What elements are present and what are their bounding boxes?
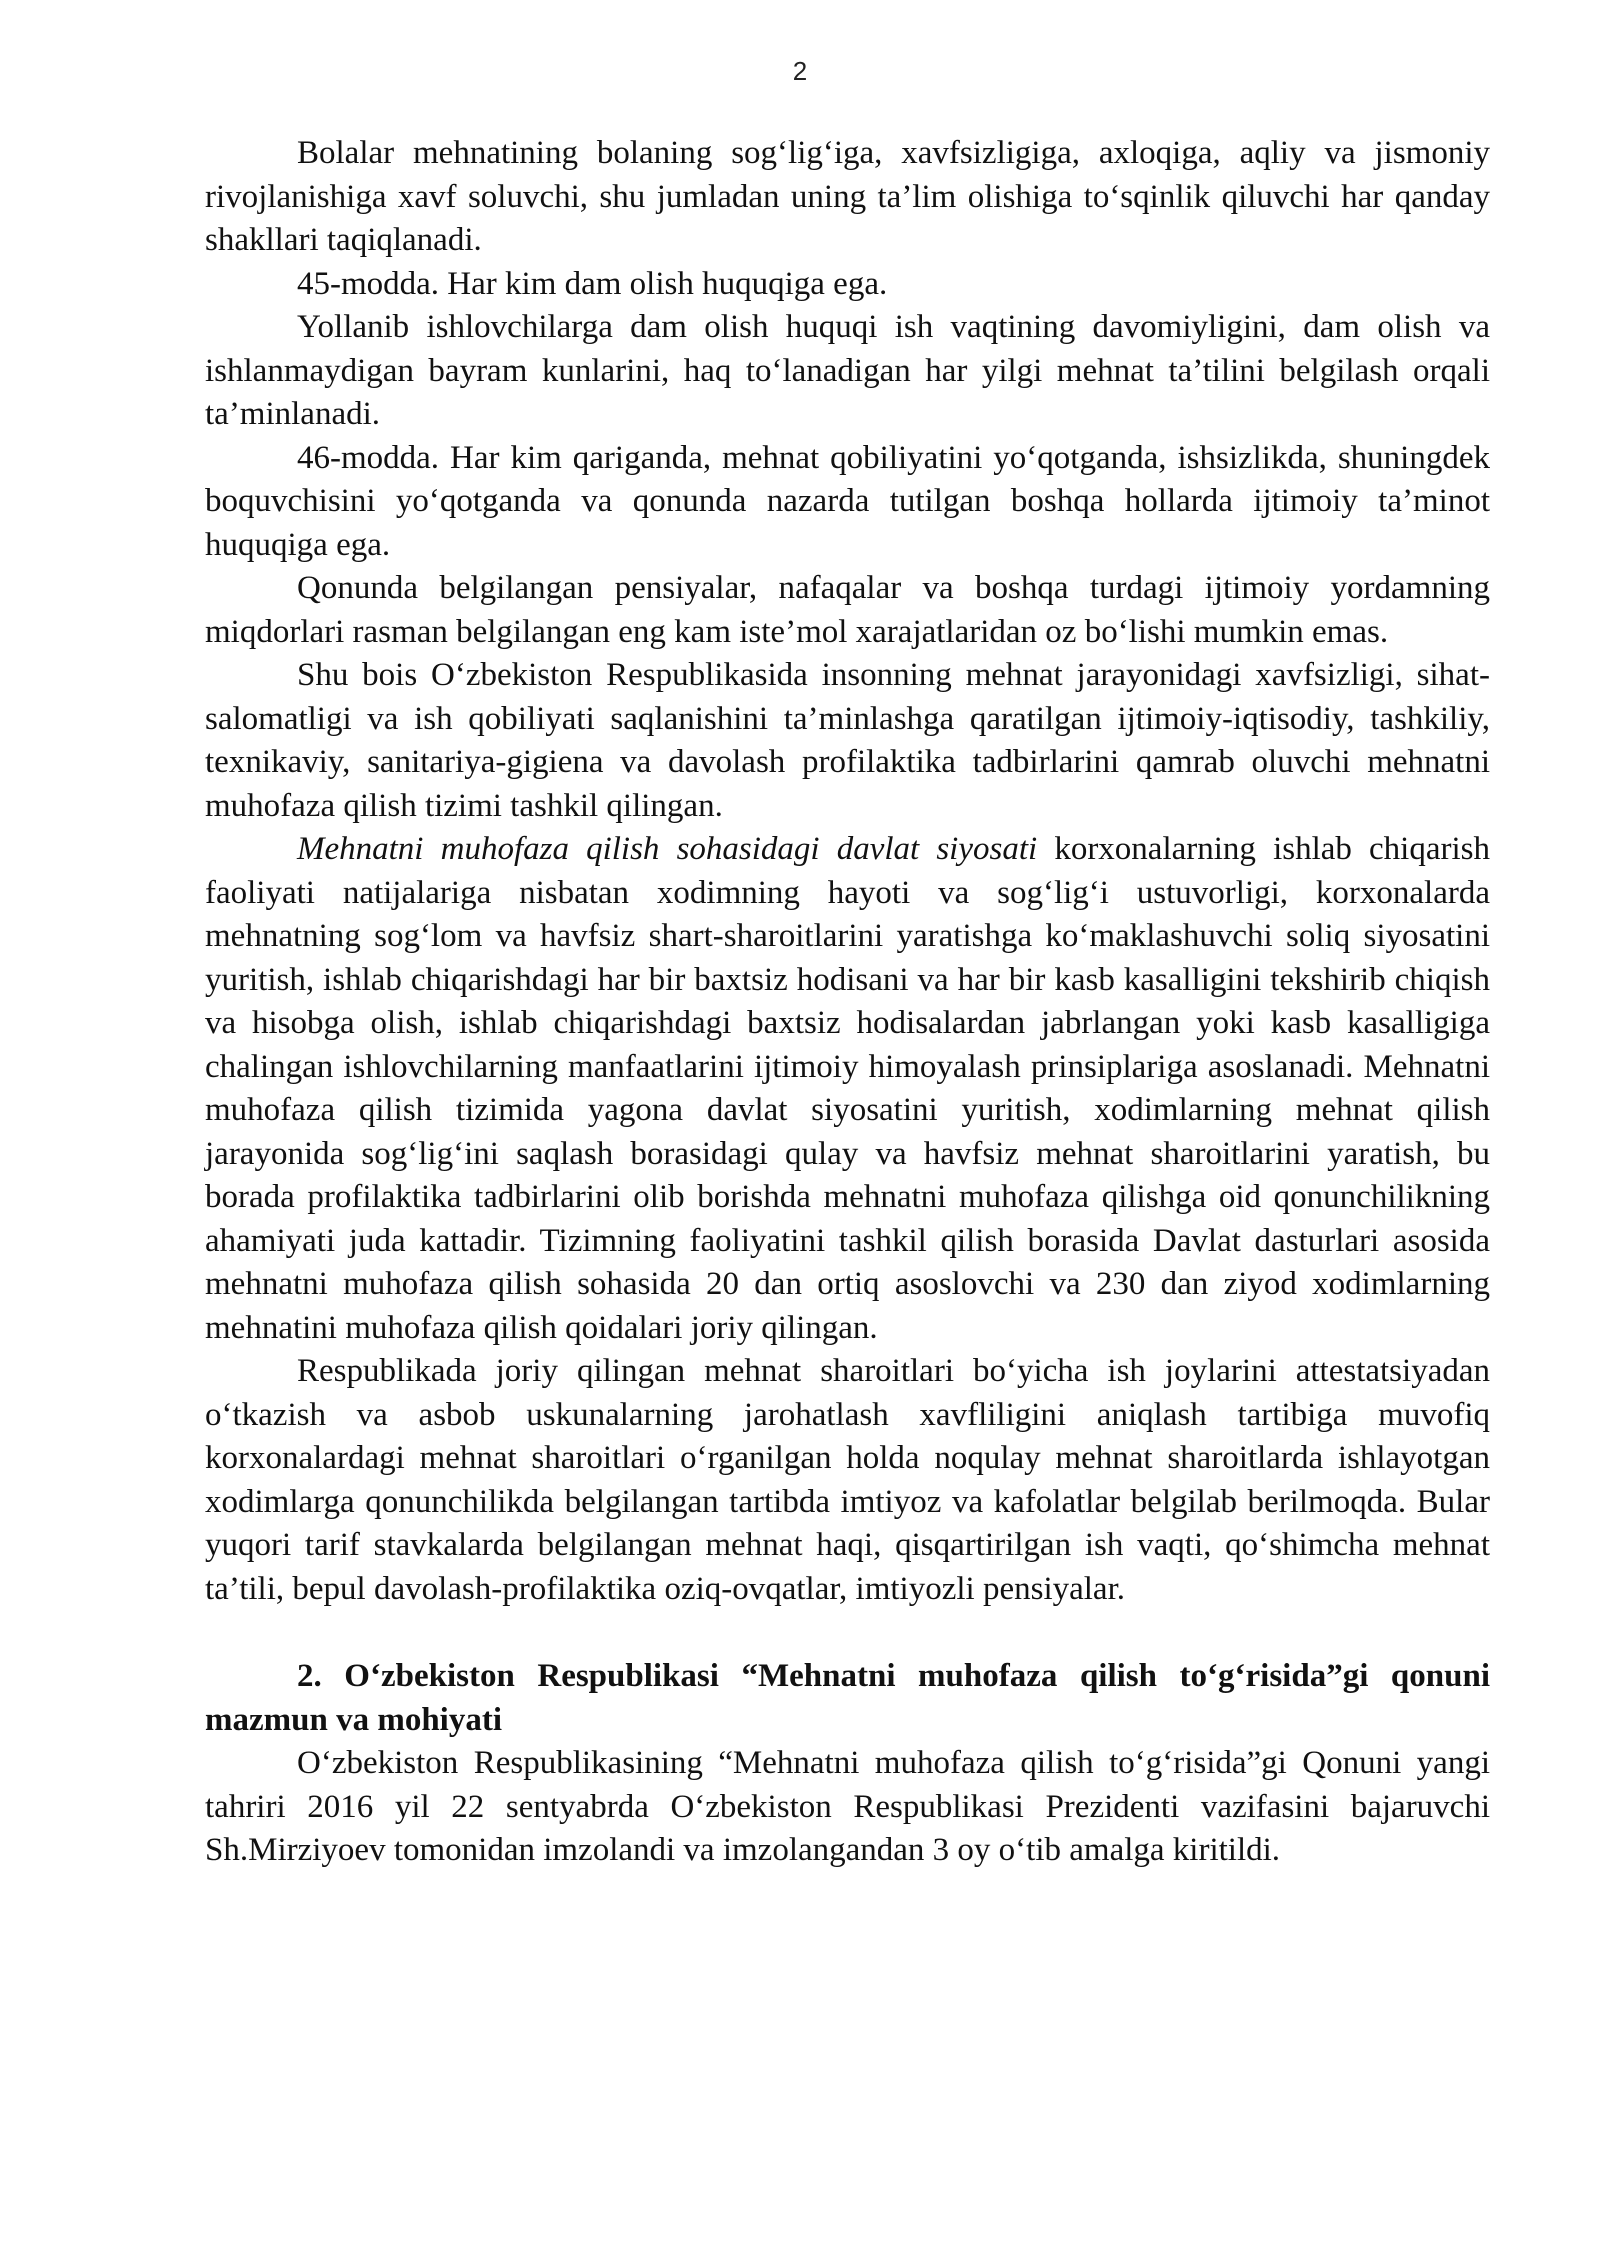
paragraph-child-labor: Bolalar mehnatining bolaning sog‘lig‘iga, xavfsizligiga, axloqiga, aqliy va jismoniy rivojlanishiga xavf soluvchi, shu jumladan uning ta’lim olishiga to‘sqinlik qiluvchi har qanday shakllari taqiqlanadi. [205, 135, 1490, 258]
paragraph-state-policy [205, 828, 1490, 1350]
page-number: 2 [792, 56, 808, 86]
paragraph-law-signing: O‘zbekiston Respublikasining “Mehnatni muhofaza qilish to‘g‘risida”gi Qonuni yangi tahriri 2016 yil 22 sentyabrda O‘zbekiston Respublikasi Prezidenti vazifasini bajaruvchi Sh.Mirziyoev tomonidan imzolandi va imzolangandan 3 oy o‘tib amalga kiritildi. [205, 1745, 1490, 1868]
paragraph-rest-rights: Yollanib ishlovchilarga dam olish huquqi ish vaqtining davomiyligini, dam olish va ishlanmaydigan bayram kunlarini, haq to‘lanadigan har yilgi mehnat ta’tilini belgilash orqali ta’minlanadi. [205, 309, 1490, 432]
paragraph-pensions: Qonunda belgilangan pensiyalar, nafaqalar va boshqa turdagi ijtimoiy yordamning miqdorlari rasman belgilangan eng kam iste’mol xarajatlaridan oz bo‘lishi mumkin emas. [205, 570, 1490, 650]
paragraph-state-policy-text: korxonalarning ishlab chiqarish faoliyati natijalariga nisbatan xodimning hayoti va sog‘lig‘i ustuvorligi, korxonalarda mehnatning sog‘lom va havfsiz shart-sharoitlarini yaratishga ko‘maklashuvchi soliq siyosatini yuritish, ishlab chiqarishdagi har bir baxtsiz hodisani va har bir kasb kasalligini tekshirib chiqish va hisobga olish, ishlab chiqarishdagi baxtsiz hodisalardan jabrlangan yoki kasb kasalligiga chalingan ishlovchilarning manfaatlarini ijtimoiy himoyalash prinsiplariga asoslanadi. Mehnatni muhofaza qilish tizimida yagona davlat siyosatini yuritish, xodimlarning mehnat qilish jarayonida sog‘lig‘ini saqlash borasidagi qulay va havfsiz mehnat sharoitlarini yaratish, bu borada profilaktika tadbirlarini olib borishda mehnatni muhofaza qilishga oid qonunchilikning ahamiyati juda kattadir. Tizimning faoliyatini tashkil qilish borasida Davlat dasturlari asosida mehnatni muhofaza qilish sohasida 20 dan ortiq asoslovchi va 230 dan ziyod xodimlarning mehnatini muhofaza qilish qoidalari joriy qilingan. [205, 831, 1490, 1346]
paragraph-protection-system: Shu bois O‘zbekiston Respublikasida insonning mehnat jarayonidagi xavfsizligi, sihat-salomatligi va ish qobiliyati saqlanishini ta’minlashga qaratilgan ijtimoiy-iqtisodiy, tashkiliy, texnikaviy, sanitariya-gigiena va davolash profilaktika tadbirlarini qamrab oluvchi mehnatni muhofaza qilish tizimi tashkil qilingan. [205, 657, 1490, 824]
page-body [205, 132, 1490, 1873]
paragraph-article-46: 46-modda. Har kim qariganda, mehnat qobiliyatini yo‘qotganda, ishsizlikda, shuningdek boquvchisini yo‘qotganda va qonunda nazarda tutilgan boshqa hollarda ijtimoiy ta’minot huquqiga ega. [205, 439, 1490, 563]
paragraph-article-45: 45-modda. Har kim dam olish huquqiga ega. [297, 265, 888, 302]
paragraph-attestation: Respublikada joriy qilingan mehnat sharoitlari bo‘yicha ish joylarini attestatsiyadan o‘tkazish va asbob uskunalarning jarohatlash xavfliligini aniqlash tartibiga muvofiq korxonalardagi mehnat sharoitlari o‘rganilgan holda noqulay mehnat sharoitlarda ishlayotgan xodimlarga qonunchilikda belgilangan tartibda imtiyoz va kafolatlar belgilab berilmoqda. Bular yuqori tarif stavkalarda belgilangan mehnat haqi, qisqartirilgan ish vaqti, qo‘shimcha mehnat ta’tili, bepul davolash-profilaktika oziq-ovqatlar, imtiyozli pensiyalar. [205, 1353, 1490, 1607]
italic-term: Mehnatni muhofaza qilish sohasidagi davlat siyosati [297, 831, 1038, 867]
section-heading: 2. O‘zbekiston Respublikasi “Mehnatni muhofaza qilish to‘g‘risida”gi qonuni mazmun va mohiyati [205, 1658, 1490, 1738]
